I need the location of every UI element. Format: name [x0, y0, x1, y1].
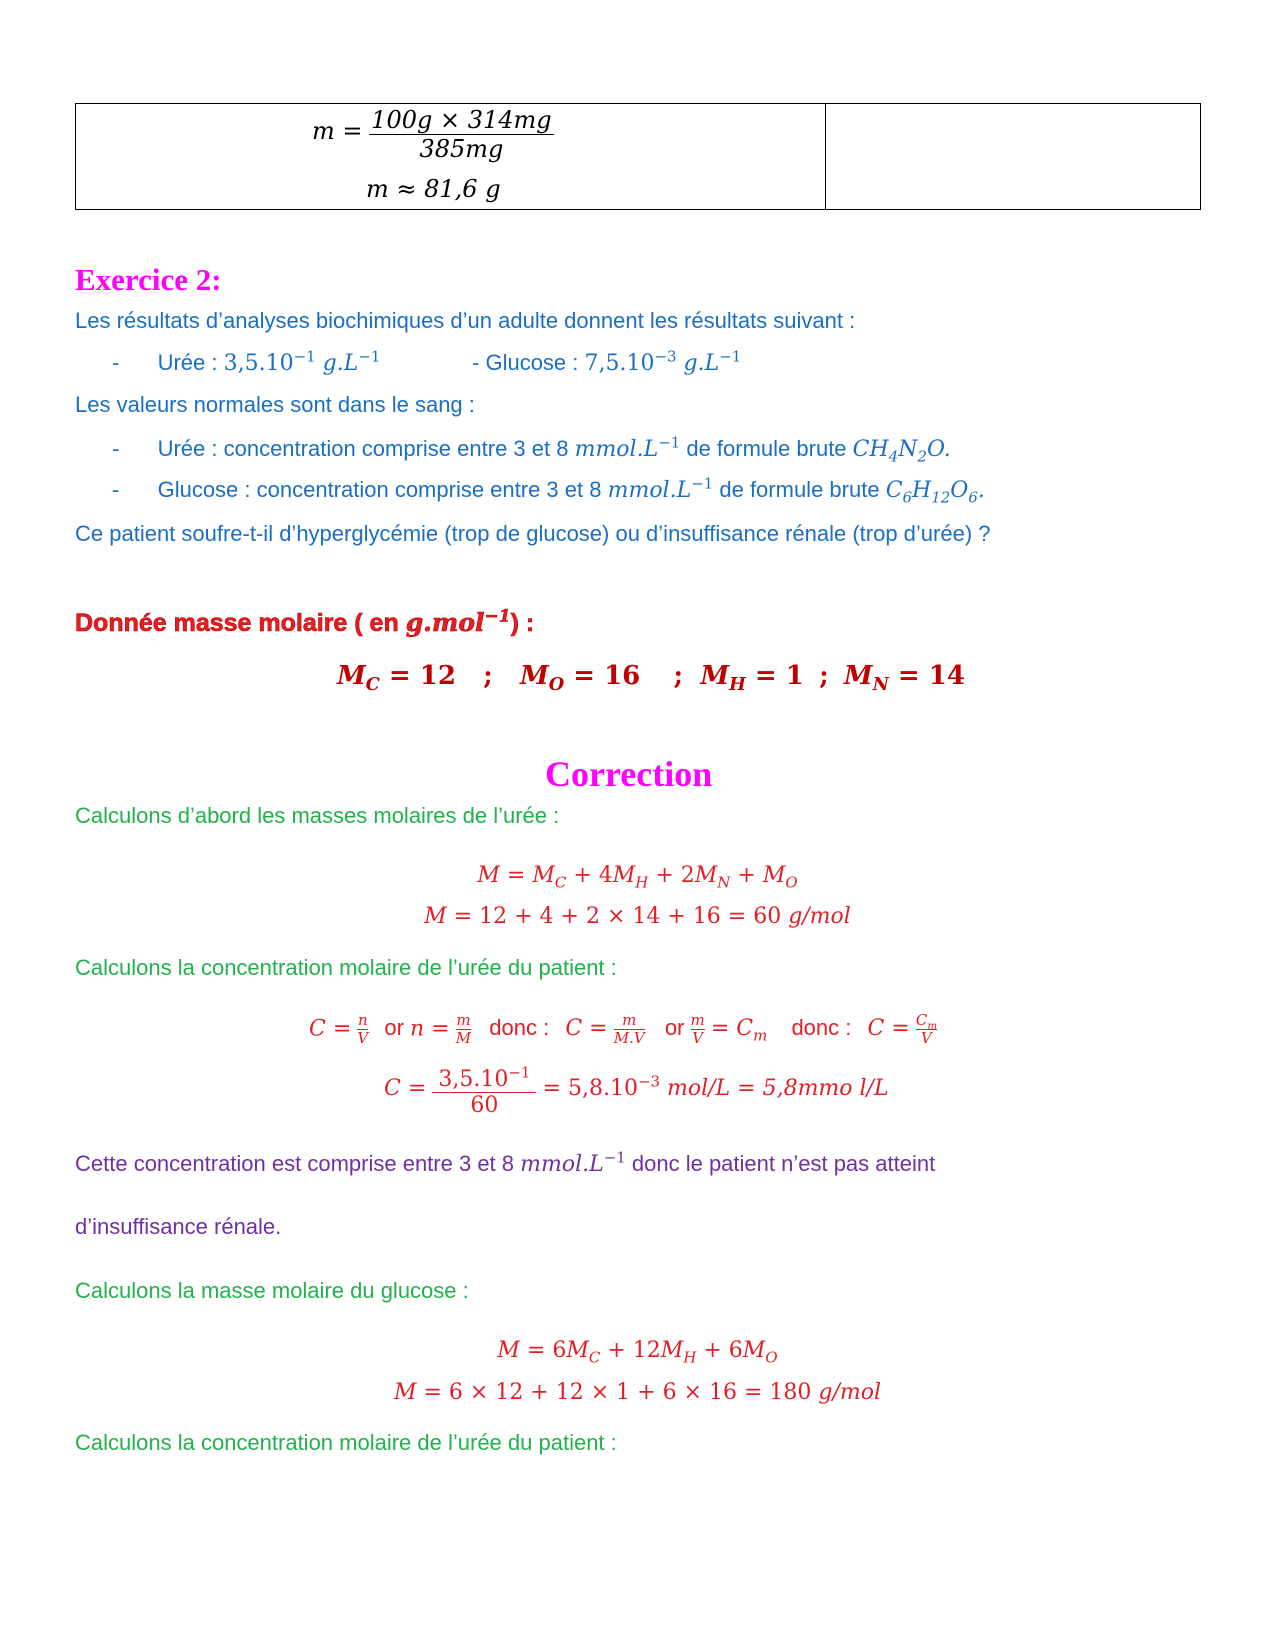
uree-unit-exp: −1 [358, 347, 381, 366]
molar-mass-c: $M_C = 12$ [337, 661, 456, 696]
conclusion-uree-line1 [75, 1148, 936, 1177]
glucose-unit-exp: −1 [719, 347, 742, 366]
unit-mmol: mmol.L [520, 1152, 604, 1177]
normal-uree-text: Urée : concentration comprise entre 3 et 8 [157, 436, 575, 461]
calc-result-tail: mol/L = 5,8mmo l/L [660, 1076, 889, 1102]
calc-numerator-exp: −1 [508, 1063, 531, 1082]
fraction-cm-over-v: $\frac{C_m}{V}$ [915, 1011, 938, 1047]
mass-fraction [369, 106, 553, 163]
uree-molar-mass-result: M = 12 + 4 + 2 × 14 + 16 = 60 g/mol [424, 904, 851, 929]
concentration-calculation: C = $\frac{3,5.10^{-1}}{60}$ = $5,8.10^{-3}$ mol/L = 5,8mmo l/L [384, 1063, 889, 1118]
unit-mmol: mmol.L [574, 437, 659, 462]
step-glucose-molar-mass: Calculons la masse molaire du glucose : [75, 1278, 469, 1303]
calc-numerator: 3,5.10 [438, 1067, 509, 1092]
calculation-table [75, 103, 1201, 210]
concentration-relations: C = $\frac{n}{V}$ or n = $\frac{m}{M}$ donc : C = $\frac{m}{M.V}$ or $\frac{m}{V}$ = $C_m$ donc : C = $\frac{C_m}{V}$ [309, 1011, 938, 1047]
donc-word: donc : [791, 1015, 852, 1041]
formula-label: de formule brute [680, 436, 853, 461]
calc-result-exp: −3 [637, 1072, 660, 1091]
donnee-unit-exp: −1 [484, 606, 511, 627]
fraction-m-over-M: $\frac{m}{M}$ [455, 1011, 472, 1047]
normal-values-intro: Les valeurs normales sont dans le sang : [75, 392, 475, 417]
step-uree-molar-mass: Calculons d’abord les masses molaires de l’urée : [75, 803, 560, 828]
conclusion-text-b: donc le patient n’est pas atteint [625, 1151, 936, 1176]
fraction-m-over-MV: $\frac{m}{M.V}$ [613, 1011, 645, 1047]
step-glucose-concentration: Calculons la concentration molaire de l’urée du patient : [75, 1430, 617, 1455]
glucose-formula: $C_6H_{12}O_6$. [885, 478, 985, 507]
correction-title: Correction [545, 754, 713, 794]
bullet-dash: - [112, 350, 120, 375]
table-divider [825, 104, 826, 209]
mass-formula [312, 106, 554, 163]
step-uree-concentration: Calculons la concentration molaire de l’urée du patient : [75, 955, 617, 980]
exercise-title: Exercice 2: [75, 262, 222, 297]
bullet-dash: - [112, 477, 120, 502]
glucose-unit: g.L [676, 351, 720, 376]
donnee-label: Donnée masse molaire ( en [75, 609, 406, 637]
calc-result: = 5,8.10 [542, 1076, 638, 1102]
donnee-close: ) : [510, 609, 535, 637]
mass-lhs: m = [312, 116, 363, 145]
uree-molar-mass-formula: $M = M_C + 4M_H + 2M_N + M_O$ [477, 863, 798, 892]
molar-mass-n: $M_N = 14$ [843, 661, 965, 696]
glucose-molar-mass-result: M = 6 × 12 + 12 × 1 + 6 × 16 = 180 g/mol [393, 1380, 882, 1405]
calc-denominator: 60 [432, 1092, 536, 1118]
uree-formula: $CH_4N_2O$. [852, 437, 951, 466]
calc-fraction [432, 1063, 536, 1118]
unit-exp: −1 [603, 1148, 626, 1167]
mass-numerator: 100g × 314mg [371, 106, 552, 134]
conclusion-uree-line2: d’insuffisance rénale. [75, 1214, 282, 1239]
uree-label: Urée : [157, 350, 224, 375]
unit-exp: −1 [658, 433, 681, 452]
molar-mass-o: $M_O = 16$ [520, 661, 641, 696]
uree-value: 3,5.10 [223, 351, 294, 376]
donnee-label-line [75, 608, 534, 638]
mass-result: m ≈ 81,6 g [366, 175, 501, 203]
molar-masses-line: $M_C = 12$ ; $M_O = 16$ ; $M_H = 1$ ; $M_N = 14$ [337, 661, 965, 696]
glucose-exp: −3 [654, 347, 677, 366]
donnee-unit: g.mol [405, 608, 485, 637]
unit-exp: −1 [691, 474, 714, 493]
or-word: or [664, 1015, 685, 1041]
exercise-question: Ce patient soufre-t-il d’hyperglycémie (trop de glucose) ou d’insuffisance rénale (trop d’urée) ? [75, 521, 991, 546]
results-line [112, 347, 381, 376]
molar-mass-h: $M_H = 1$ [700, 661, 804, 696]
donc-word: donc : [489, 1015, 550, 1041]
uree-unit: g.L [315, 351, 359, 376]
formula-label: de formule brute [713, 477, 886, 502]
bullet-dash: - [472, 350, 486, 375]
normal-glucose-line [112, 474, 985, 507]
or-word: or [384, 1015, 404, 1041]
glucose-result [472, 347, 742, 376]
exercise-intro: Les résultats d’analyses biochimiques d’un adulte donnent les résultats suivant : [75, 308, 856, 333]
normal-glucose-text: Glucose : concentration comprise entre 3 et 8 [157, 477, 608, 502]
fraction-n-over-v: $\frac{n}{V}$ [357, 1011, 369, 1047]
glucose-label: Glucose : [485, 350, 585, 375]
normal-uree-line [112, 433, 951, 466]
mass-denominator: 385mg [369, 134, 553, 163]
conclusion-text-a: Cette concentration est comprise entre 3 et 8 [75, 1151, 521, 1176]
unit-mmol: mmol.L [607, 478, 692, 503]
glucose-value: 7,5.10 [584, 351, 655, 376]
glucose-molar-mass-formula: $M = 6M_C + 12M_H + 6M_O$ [497, 1338, 778, 1367]
uree-exp: −1 [293, 347, 316, 366]
bullet-dash: - [112, 436, 120, 461]
fraction-m-over-v: $\frac{m}{V}$ [690, 1011, 705, 1047]
